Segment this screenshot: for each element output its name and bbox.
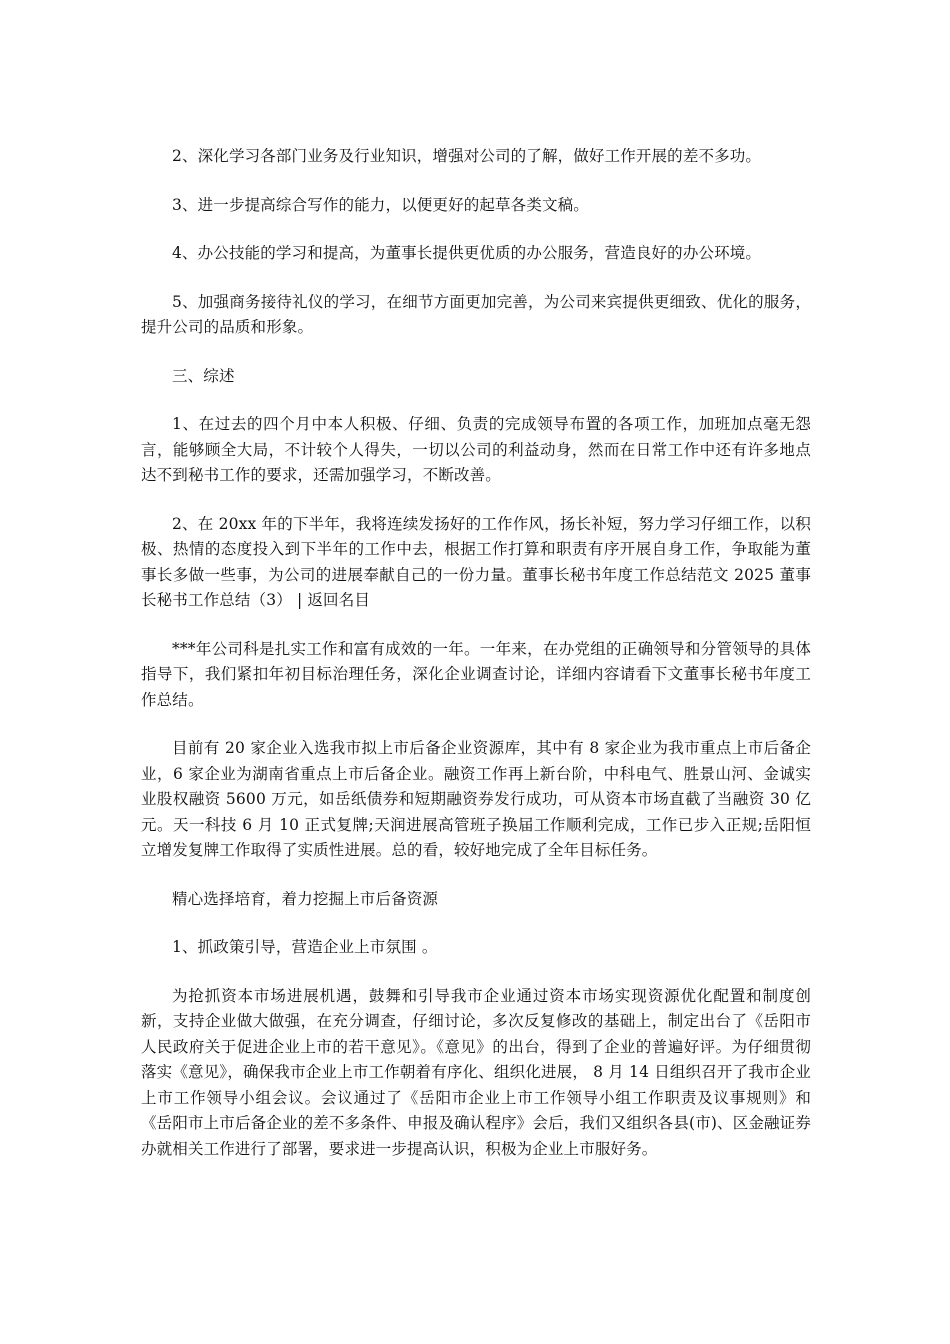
paragraph-annual-intro: ***年公司科是扎实工作和富有成效的一年。一年来，在办党组的正确领导和分管领导的具体指导下，我们紧扣年初目标治理任务，深化企业调查讨论，详细内容请看下文董事长秘书年度工作总结。: [141, 639, 811, 709]
paragraph-office-skills: 4、办公技能的学习和提高，为董事长提供更优质的办公服务，营造良好的办公环境。: [172, 244, 762, 262]
paragraph-policy-details: 为抢抓资本市场进展机遇，鼓舞和引导我市企业通过资本市场实现资源优化配置和制度创新，支持企业做大做强，在充分调查，仔细讨论，多次反复修改的基础上，制定出台了《岳阳市人民政府关于促进企业上市的若干意见》。《意见》的出台，得到了企业的普遍好评。为仔细贯彻落实《意见》，确保我市企业上市工作朝着有序化、组织化进展， 8 月 14 日组织召开了我市企业上市工作领导小组会议。会议通过了《岳阳市企业上市工作领导小组工作职责及议事规则》和《岳阳市上市后备企业的差不多条件、申报及确认程序》会后，我们又组织各县(市)、区金融证券办就相关工作进行了部署，要求进一步提高认识，积极为企业上市服好务。: [141, 986, 811, 1158]
subheading-policy-guidance: 1、抓政策引导，营造企业上市氛围 。: [172, 938, 438, 956]
section-heading-summary: 三、综述: [172, 366, 235, 385]
paragraph-study-knowledge: 2、深化学习各部门业务及行业知识，增强对公司的了解，做好工作开展的差不多功。: [172, 147, 762, 165]
paragraph-listing-reserve: 目前有 20 家企业入选我市拟上市后备企业资源库，其中有 8 家企业为我市重点上市后备企业，6 家企业为湖南省重点上市后备企业。融资工作再上新台阶，中科电气、胜景山河、金诚实业股权融资 5600 万元，如岳纸债券和短期融资券发行成功，可从资本市场直截了当融资 30 亿元。天一科技 6 月 10 正式复牌;天润进展高管班子换届工作顺利完成，工作已步入正规;岳阳恒立增发复牌工作取得了实质性进展。总的看，较好地完成了全年目标任务。: [141, 739, 811, 859]
paragraph-summary-2: 2、在 20xx 年的下半年，我将连续发扬好的工作作风，扬长补短，努力学习仔细工作，以积极、热情的态度投入到下半年的工作中去，根据工作打算和职责有序开展自身工作，争取能为董事长多做一些事，为公司的进展奉献自己的一份力量。董事长秘书年度工作总结范文 2025 董事长秘书工作总结（3） | 返回名目: [141, 514, 811, 609]
section-heading-cultivation: 精心选择培育，着力挖掘上市后备资源: [172, 889, 439, 908]
document-body: [141, 144, 811, 1185]
paragraph-writing-ability: 3、进一步提高综合写作的能力，以便更好的起草各类文稿。: [172, 195, 589, 214]
paragraph-business-etiquette: 5、加强商务接待礼仪的学习，在细节方面更加完善，为公司来宾提供更细致、优化的服务，提升公司的品质和形象。: [141, 292, 811, 336]
paragraph-summary-1: 1、在过去的四个月中本人积极、仔细、负责的完成领导布置的各项工作，加班加点毫无怨言，能够顾全大局，不计较个人得失，一切以公司的利益动身，然而在日常工作中还有许多地点达不到秘书工作的要求，还需加强学习，不断改善。: [141, 415, 811, 484]
